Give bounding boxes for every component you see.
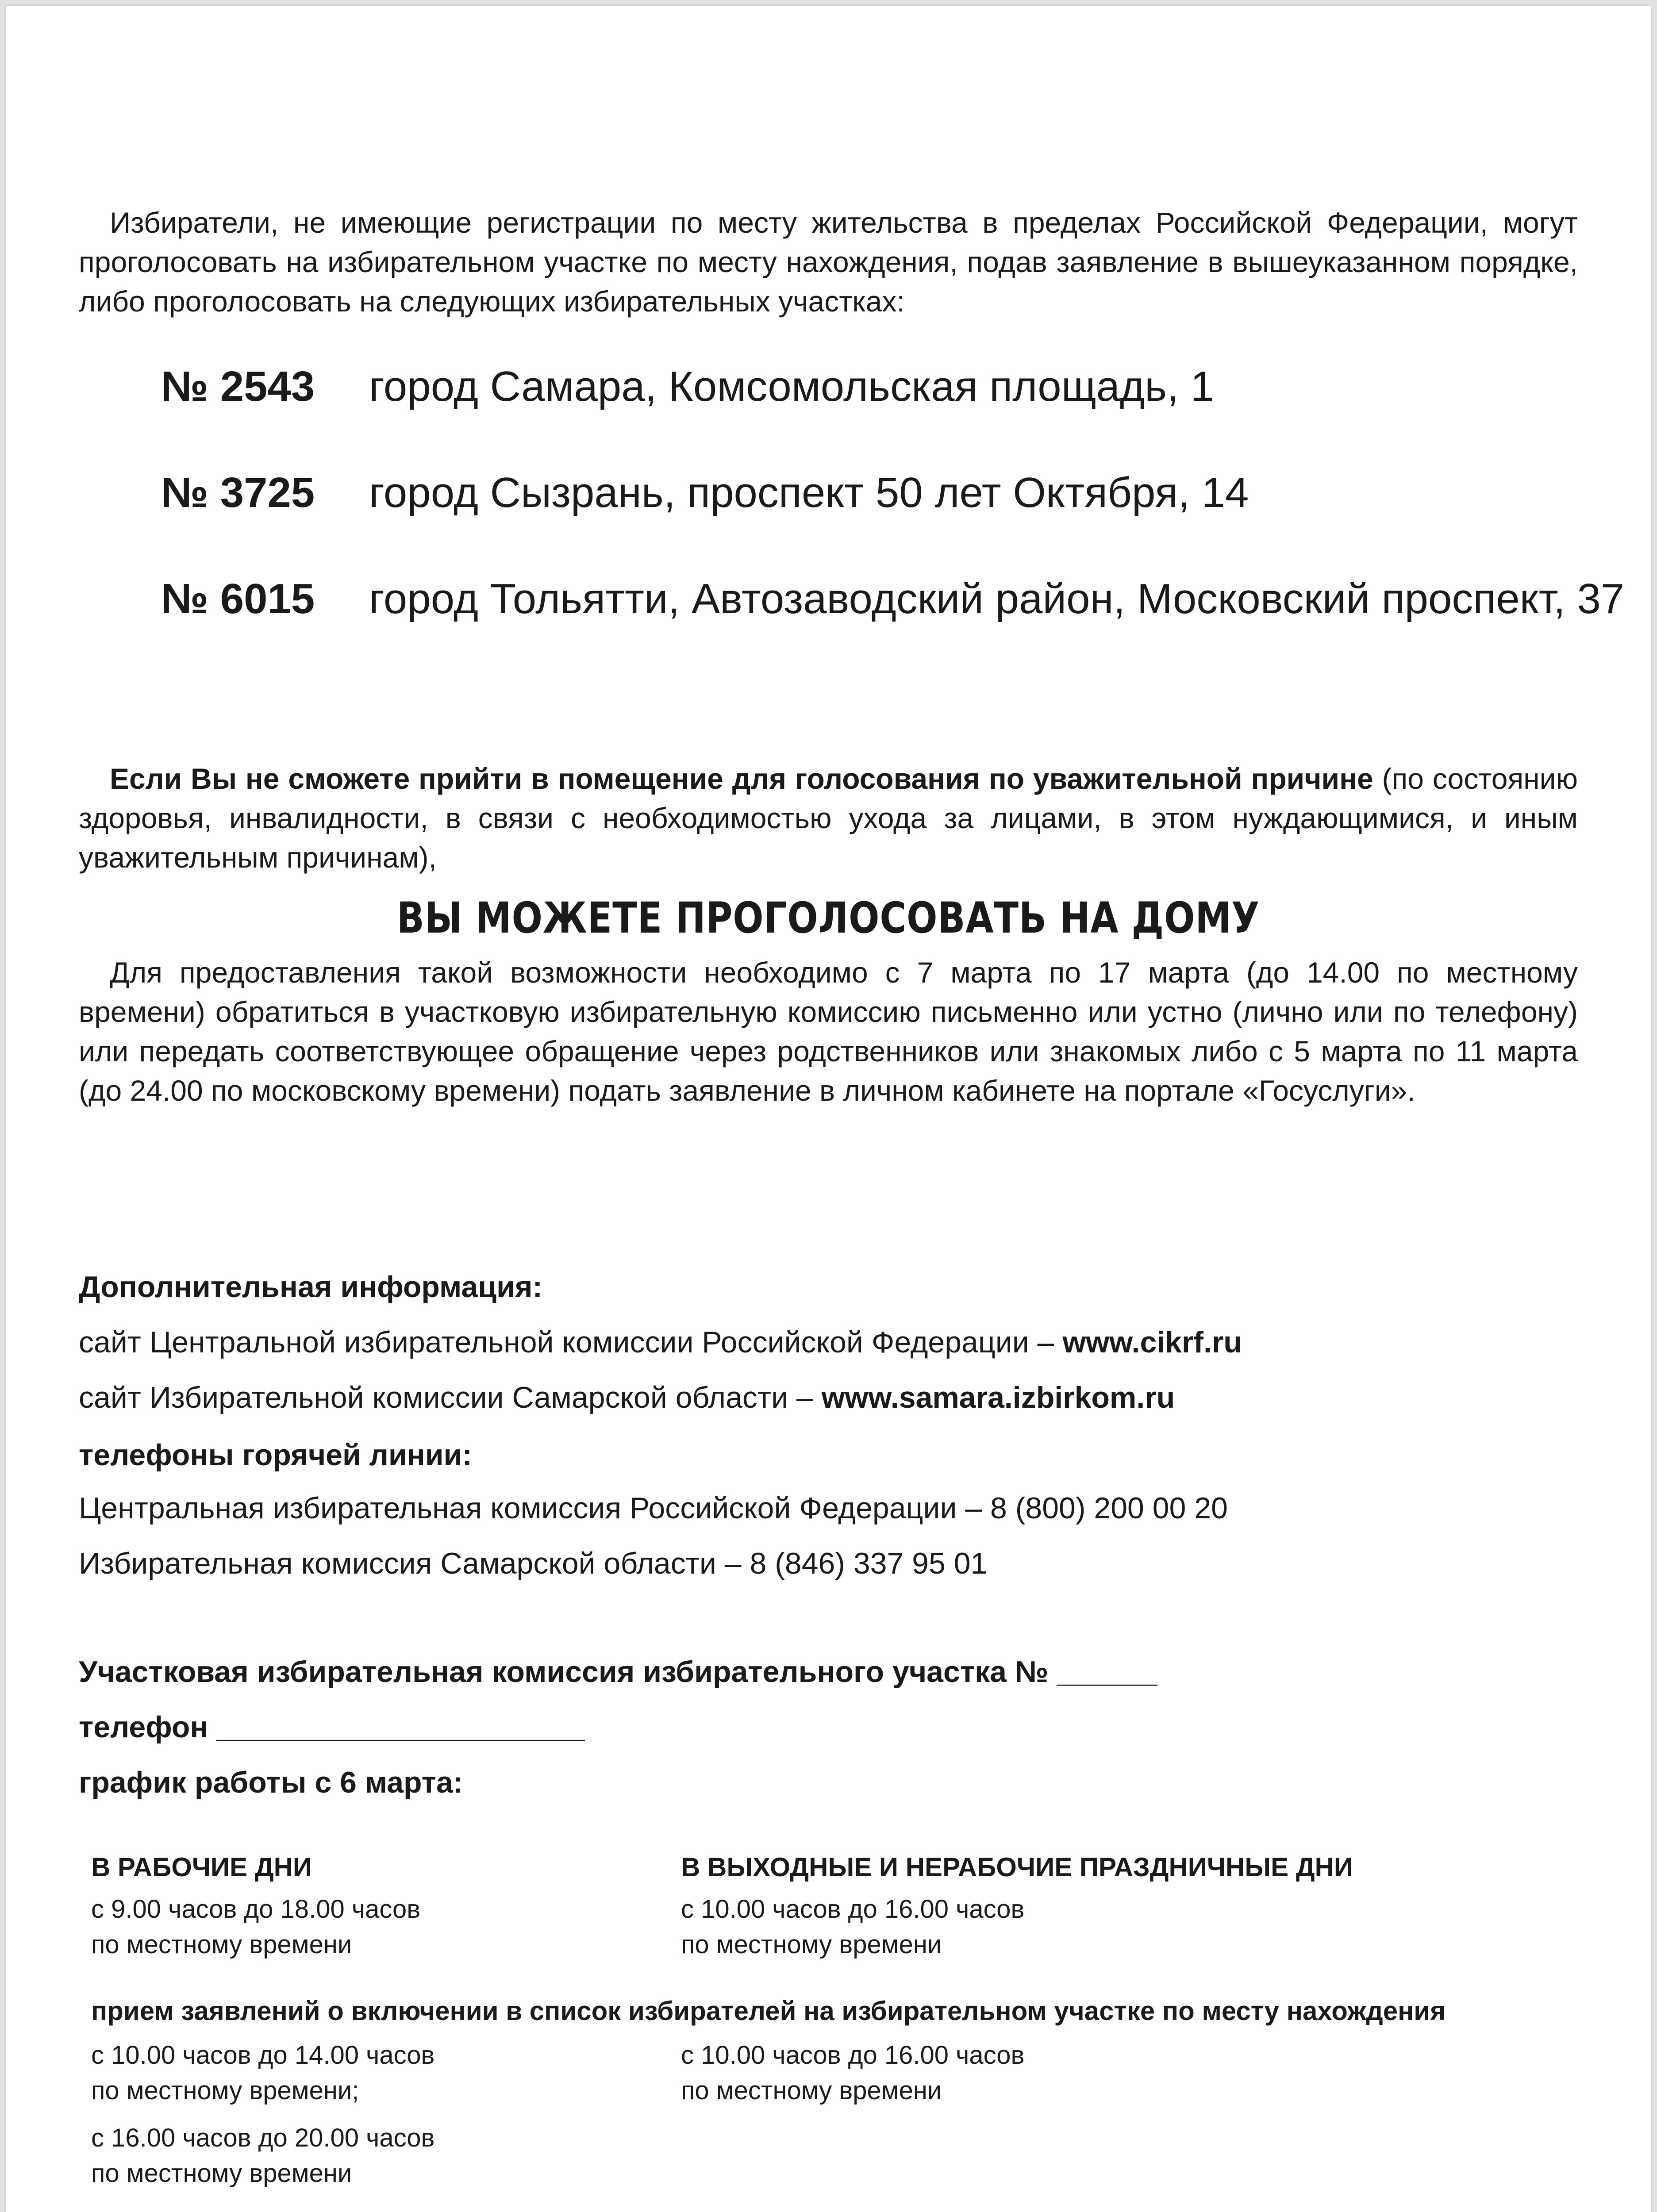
weekends-hours: с 10.00 часов до 16.00 часов	[681, 1895, 1025, 1924]
station-address: город Сызрань, проспект 50 лет Октября, 14	[369, 469, 1249, 516]
station-address: город Тольятти, Автозаводский район, Московский проспект, 37	[369, 575, 1625, 622]
station-number: № 6015	[161, 575, 315, 622]
applications-workdays-hours-a: с 10.00 часов до 14.00 часов	[91, 2041, 435, 2070]
weekends-heading: В ВЫХОДНЫЕ И НЕРАБОЧИЕ ПРАЗДНИЧНЫЕ ДНИ	[681, 1852, 1353, 1882]
cik-site-label: сайт Центральной избирательной комиссии Российской Федерации –	[79, 1325, 1063, 1359]
intro-paragraph: Избиратели, не имеющие регистрации по месту жительства в пределах Российской Федерации, могут проголосовать на избирательном участке по месту нахождения, подав заявление в вышеуказанном порядке, либо проголосовать на следующих избирательных участках:	[79, 206, 1578, 318]
commission-title: Участковая избирательная комиссия избирательного участка № ______	[79, 1655, 1157, 1689]
cik-site-line	[79, 1325, 1242, 1360]
home-voting-headline: ВЫ МОЖЕТЕ ПРОГОЛОСОВАТЬ НА ДОМУ	[396, 893, 1260, 943]
applications-weekends-timezone: по местному времени	[681, 2076, 942, 2105]
applications-weekends-hours: с 10.00 часов до 16.00 часов	[681, 2041, 1025, 2070]
applications-workdays-hours-b: с 16.00 часов до 20.00 часов	[91, 2124, 435, 2152]
additional-info-heading: Дополнительная информация:	[79, 1270, 543, 1304]
station-number: № 2543	[161, 363, 315, 410]
document-page	[6, 6, 1651, 2212]
samara-site-label: сайт Избирательной комиссии Самарской области –	[79, 1381, 822, 1414]
workdays-timezone: по местному времени	[91, 1930, 352, 1959]
workdays-hours: с 9.00 часов до 18.00 часов	[91, 1895, 421, 1924]
home-voting-condition-bold: Если Вы не сможете прийти в помещение для голосования по уважительной причине	[110, 762, 1373, 795]
applications-workdays-timezone-a: по местному времени;	[91, 2076, 359, 2105]
home-voting-condition	[79, 759, 1578, 877]
station-number: № 3725	[161, 469, 315, 516]
schedule-heading: график работы с 6 марта:	[79, 1766, 463, 1799]
commission-phone: телефон ______________________	[79, 1710, 585, 1744]
applications-heading: прием заявлений о включении в список избирателей на избирательном участке по месту нахождения	[91, 1996, 1446, 2026]
cik-site-link[interactable]: www.cikrf.ru	[1062, 1325, 1242, 1359]
hotline-samara: Избирательная комиссия Самарской области – 8 (846) 337 95 01	[79, 1547, 988, 1580]
hotline-cik: Центральная избирательная комиссия Российской Федерации – 8 (800) 200 00 20	[79, 1491, 1228, 1525]
weekends-timezone: по местному времени	[681, 1930, 942, 1959]
hotline-heading: телефоны горячей линии:	[79, 1438, 473, 1472]
home-voting-condition-rest: (по состоянию здоровья, инвалидности, в связи с необходимостью ухода за лицами, в этом нуждающимися, и иным уважительным причинам),	[79, 762, 1578, 874]
applications-workdays-timezone-b: по местному времени	[91, 2159, 352, 2188]
workdays-heading: В РАБОЧИЕ ДНИ	[91, 1852, 312, 1882]
samara-site-line	[79, 1380, 1175, 1415]
home-voting-details: Для предоставления такой возможности необходимо с 7 марта по 17 марта (до 14.00 по местному времени) обратиться в участковую избирательную комиссию письменно или устно (лично или по телефону) или передать соответствующее обращение через родственников или знакомых либо с 5 марта по 11 марта (до 24.00 по московскому времени) подать заявление в личном кабинете на портале «Госуслуги».	[79, 956, 1578, 1107]
station-address: город Самара, Комсомольская площадь, 1	[369, 363, 1214, 410]
samara-site-link[interactable]: www.samara.izbirkom.ru	[821, 1381, 1175, 1414]
